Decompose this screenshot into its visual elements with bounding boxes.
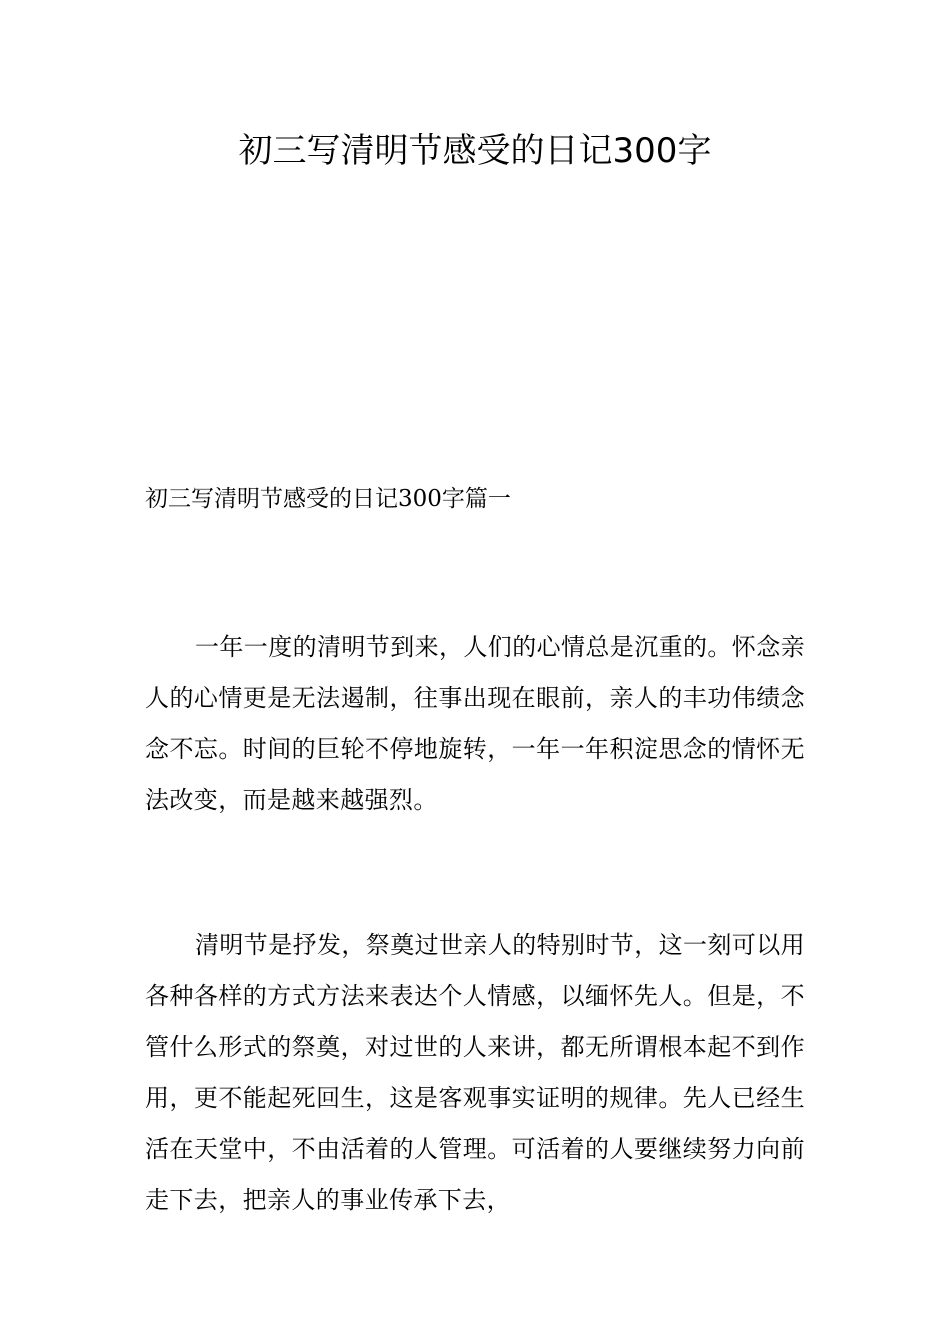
document-title: 初三写清明节感受的日记300字 <box>238 131 712 171</box>
paragraph-2: 清明节是抒发，祭奠过世亲人的特别时节，这一刻可以用各种各样的方式方法来表达个人情感，以缅怀先人。但是，不管什么形式的祭奠，对过世的人来讲，都无所谓根本起不到作用，更不能起死回生，这是客观事实证明的规律。先人已经生活在天堂中，不由活着的人管理。可活着的人要继续努力向前走下去，把亲人的事业传承下去， <box>145 931 805 1214</box>
section-heading: 初三写清明节感受的日记300字篇一 <box>145 486 511 512</box>
paragraph-1: 一年一度的清明节到来，人们的心情总是沉重的。怀念亲人的心情更是无法遏制，往事出现在眼前，亲人的丰功伟绩念念不忘。时间的巨轮不停地旋转，一年一年积淀思念的情怀无法改变，而是越来越强烈。 <box>145 633 805 814</box>
